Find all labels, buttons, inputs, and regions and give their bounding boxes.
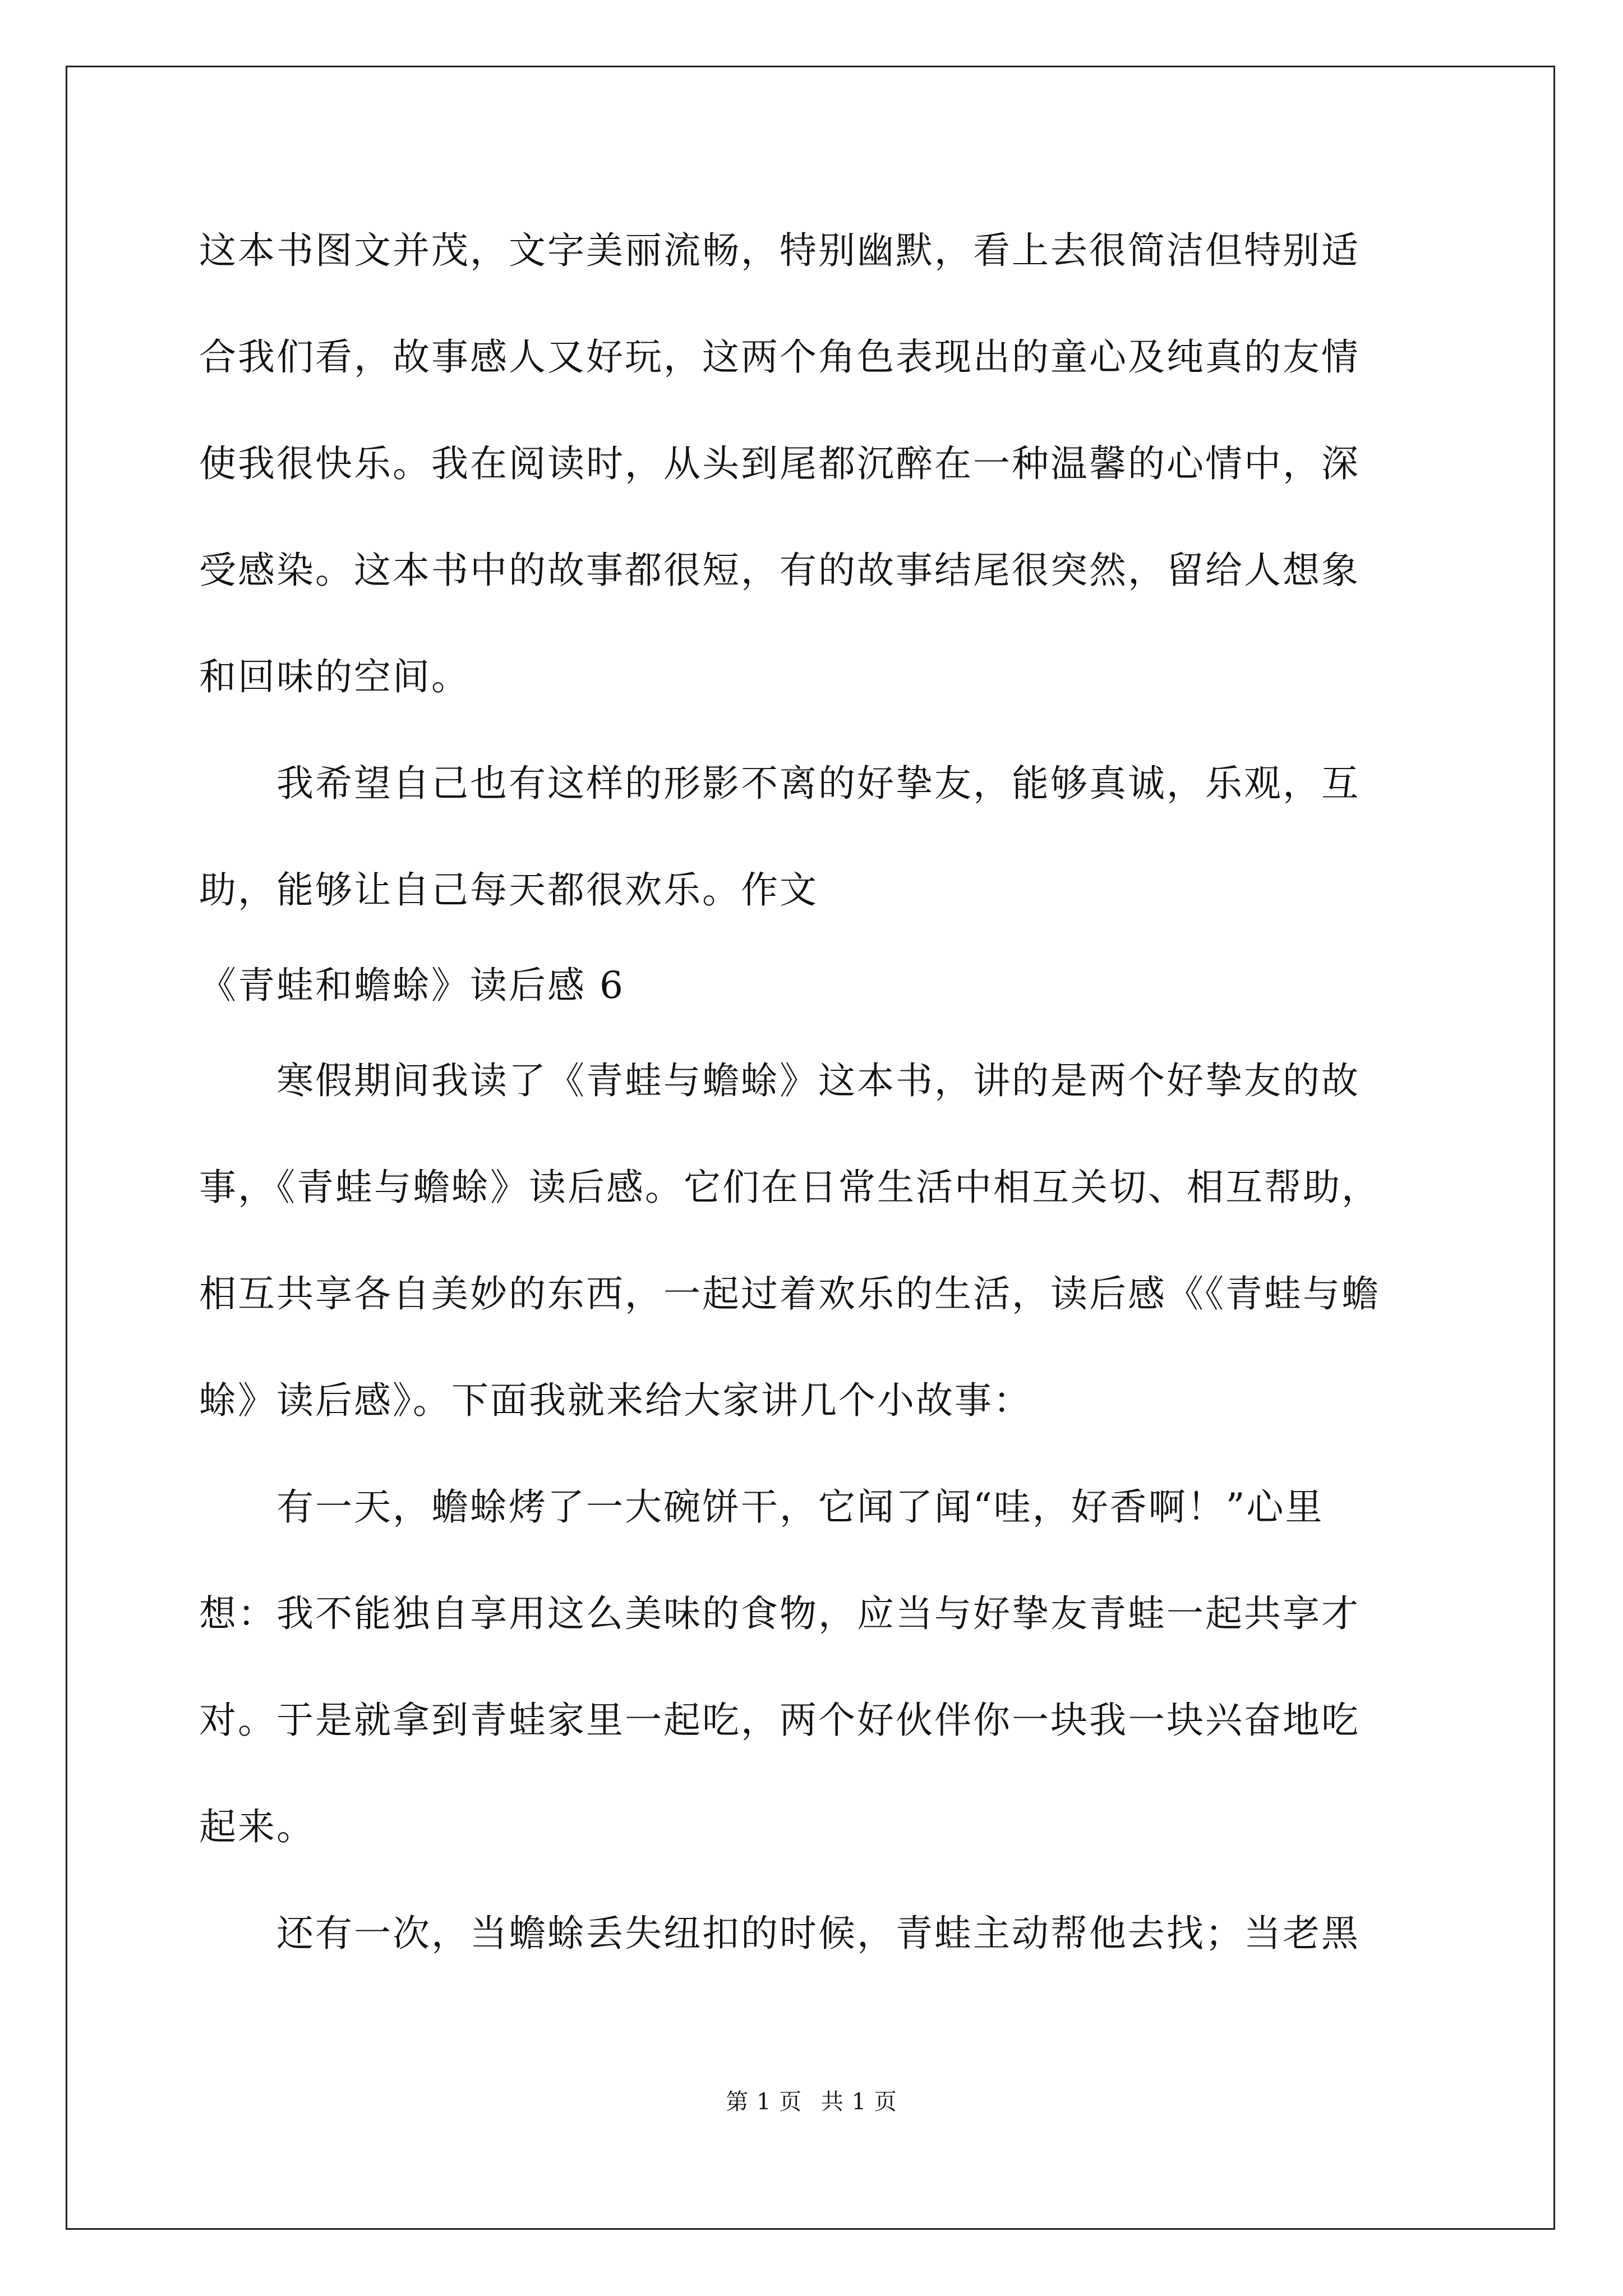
- paragraph-line: 还有一次，当蟾蜍丢失纽扣的时候，青蛙主动帮他去找；当老黑: [199, 1912, 1360, 1955]
- page-total: 共 1 页: [820, 2089, 897, 2115]
- paragraph-line: 助，能够让自己每天都很欢乐。作文: [199, 868, 818, 912]
- paragraph-line: 对。于是就拿到青蛙家里一起吃，两个好伙伴你一块我一块兴奋地吃: [199, 1699, 1360, 1742]
- paragraph-line: 我希望自己也有这样的形影不离的好挚友，能够真诚，乐观，互: [199, 762, 1360, 805]
- paragraph-line: 事，《青蛙与蟾蜍》读后感。它们在日常生活中相互关切、相互帮助，: [199, 1166, 1380, 1209]
- paragraph-line: 蜍》读后感》。下面我就来给大家讲几个小故事：: [199, 1379, 1032, 1422]
- paragraph-line: 寒假期间我读了《青蛙与蟾蜍》这本书，讲的是两个好挚友的故: [199, 1059, 1360, 1102]
- paragraph-line: 相互共享各自美妙的东西，一起过着欢乐的生活，读后感《《青蛙与蟾: [199, 1272, 1380, 1315]
- paragraph-line: 受感染。这本书中的故事都很短，有的故事结尾很突然，留给人想象: [199, 549, 1360, 592]
- paragraph-line: 这本书图文并茂，文字美丽流畅，特别幽默，看上去很简洁但特别适: [199, 229, 1360, 272]
- paragraph-line: 起来。: [199, 1805, 315, 1848]
- paragraph-line: 使我很快乐。我在阅读时，从头到尾都沉醉在一种温馨的心情中，深: [199, 442, 1360, 485]
- page-number: 第 1 页: [726, 2089, 803, 2115]
- paragraph-line: 合我们看，故事感人又好玩，这两个角色表现出的童心及纯真的友情: [199, 335, 1360, 379]
- document-body: [199, 216, 1433, 2005]
- page-footer: [0, 2084, 1623, 2116]
- paragraph-line: 想：我不能独自享用这么美味的食物，应当与好挚友青蛙一起共享才: [199, 1592, 1360, 1635]
- paragraph-line: 有一天，蟾蜍烤了一大碗饼干，它闻了闻“哇，好香啊！”心里: [199, 1485, 1324, 1529]
- section-heading: 《青蛙和蟾蜍》读后感 6: [199, 964, 625, 1007]
- paragraph-line: 和回味的空间。: [199, 655, 470, 698]
